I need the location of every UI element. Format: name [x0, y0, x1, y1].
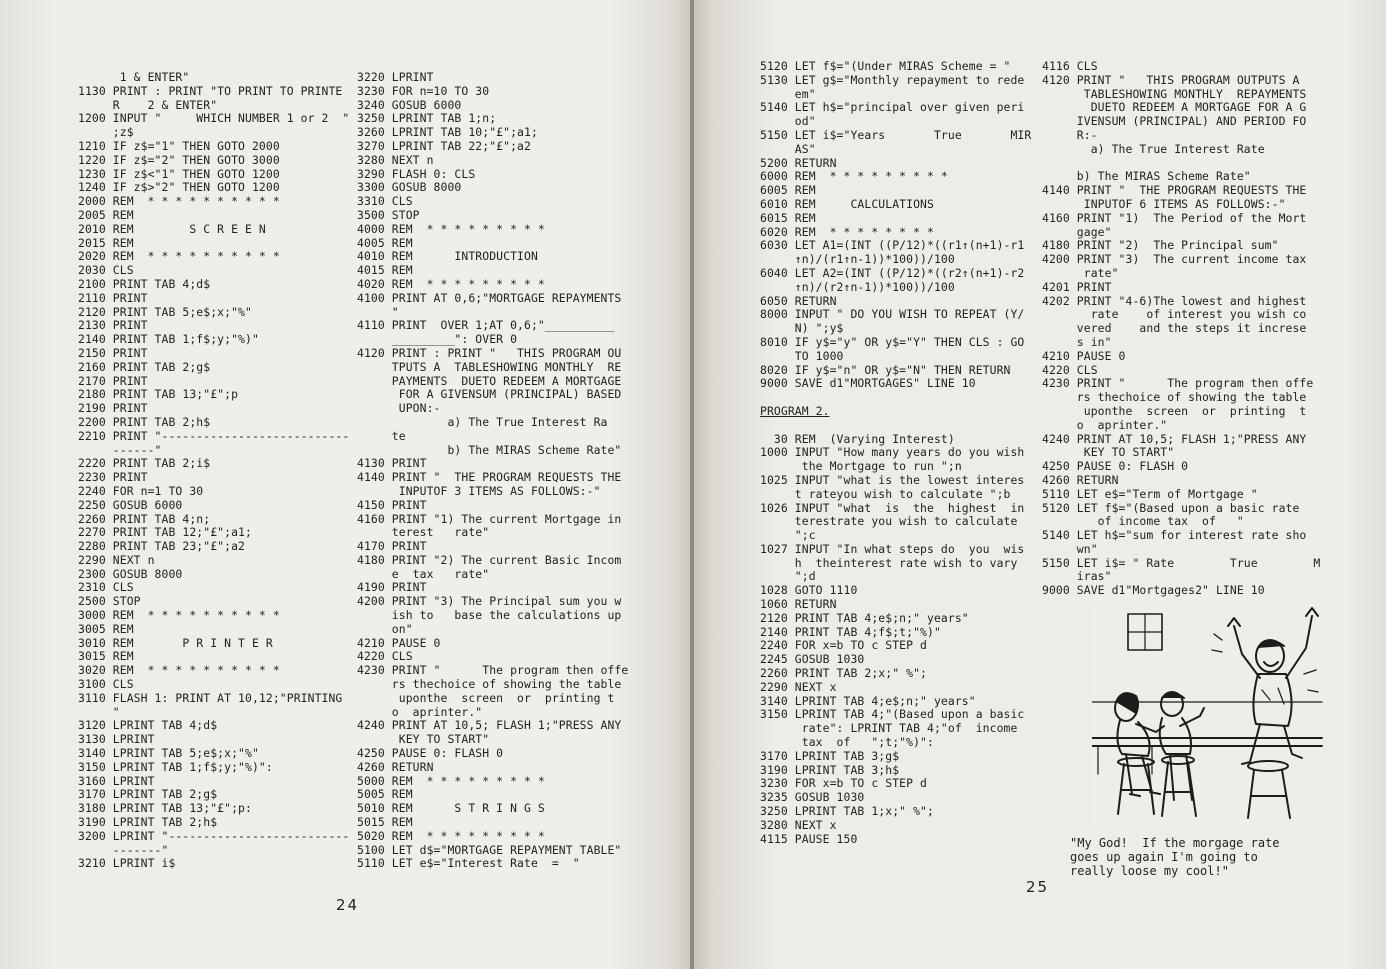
code-line: 4230 PRINT " The program then offe — [357, 663, 629, 678]
code-line: 3200 LPRINT "-------------------------- — [78, 828, 350, 843]
code-line: 3280 NEXT x — [760, 817, 837, 832]
code-line: tax of ";t;"%)": — [760, 735, 934, 750]
code-line — [760, 391, 1031, 405]
code-line: 4220 CLS — [357, 649, 413, 664]
code-line: 2280 PRINT TAB 23;"£";a2 — [78, 539, 245, 554]
code-line: o aprinter." — [1042, 417, 1168, 432]
code-line: 3310 CLS — [357, 194, 413, 209]
code-line: 3210 LPRINT i$ — [78, 856, 176, 871]
code-line: 4190 PRINT — [357, 580, 427, 595]
code-line: 4220 CLS — [1042, 362, 1098, 377]
code-line: 3140 LPRINT TAB 4;e$;n;" years" — [760, 693, 976, 708]
code-line: ;z$ — [78, 125, 134, 140]
code-line: 2190 PRINT — [78, 401, 148, 416]
code-line: 3250 LPRINT TAB 1;n; — [357, 111, 497, 126]
code-line: 3010 REM P R I N T E R — [78, 635, 273, 650]
code-line: 4202 PRINT "4-6)The lowest and highest — [1042, 293, 1307, 308]
code-line: 2260 PRINT TAB 2;x;" %"; — [760, 666, 927, 681]
code-line: 4120 PRINT " THIS PROGRAM OUTPUTS A — [1042, 72, 1300, 87]
code-line: terestrate you wish to calculate — [760, 514, 1018, 529]
code-line: 2240 FOR n=1 TO 30 — [78, 483, 204, 498]
code-line: 1130 PRINT : PRINT "TO PRINT TO PRINTE — [78, 83, 343, 98]
code-line: 5000 REM * * * * * * * * * — [357, 773, 545, 788]
code-line: DUETO REDEEM A MORTGAGE FOR A G — [1042, 100, 1307, 115]
code-line: t rateyou wish to calculate ";b — [760, 486, 1011, 501]
code-line: 6015 REM — [760, 210, 816, 225]
code-line: 2220 PRINT TAB 2;i$ — [78, 456, 211, 471]
code-line: 3150 LPRINT TAB 4;"(Based upon a basic — [760, 707, 1025, 722]
code-line: 1200 INPUT " WHICH NUMBER 1 or 2 " — [78, 111, 350, 126]
code-line: 5120 LET f$="(Under MIRAS Scheme = " — [760, 59, 1011, 73]
code-line: 2140 PRINT TAB 4;f$;t;"%)" — [760, 624, 941, 639]
code-line: N) ";y$ — [760, 321, 844, 336]
code-line: a) The True Interest Ra — [357, 414, 608, 429]
code-line: rate" — [1042, 265, 1119, 280]
code-line: gage" — [1042, 224, 1112, 239]
code-line: 4210 PAUSE 0 — [1042, 348, 1126, 363]
code-line: 3150 LPRINT TAB 1;f$;y;"%)": — [78, 759, 273, 774]
code-line: 4201 PRINT — [1042, 279, 1112, 294]
code-line: 3180 LPRINT TAB 13;"£";p: — [78, 801, 252, 816]
code-line: 6005 REM — [760, 183, 816, 198]
code-line: 4020 REM * * * * * * * * * — [357, 276, 545, 291]
code-line: 4240 PRINT AT 10,5; FLASH 1;"PRESS ANY — [357, 718, 622, 733]
code-line: 3170 LPRINT TAB 3;g$ — [760, 748, 900, 763]
code-line: 4116 CLS — [1042, 59, 1098, 73]
code-line: " — [357, 304, 399, 319]
code-line: 4140 PRINT " THE PROGRAM REQUESTS THE — [1042, 183, 1307, 198]
code-line: 3270 LPRINT TAB 22;"£";a2 — [357, 138, 531, 153]
code-line: _________": OVER 0 — [357, 332, 518, 347]
code-line: KEY TO START" — [1042, 445, 1175, 460]
code-line: 4130 PRINT — [357, 456, 427, 471]
code-line: 1027 INPUT "In what steps do you wis — [760, 541, 1025, 556]
code-line: 4100 PRINT AT 0,6;"MORTGAGE REPAYMENTS — [357, 290, 622, 305]
code-line: 2500 STOP — [78, 594, 141, 609]
code-line: 4170 PRINT — [357, 539, 427, 554]
code-line: 2100 PRINT TAB 4;d$ — [78, 276, 211, 291]
code-line: 2200 PRINT TAB 2;h$ — [78, 414, 211, 429]
code-line: 4115 PAUSE 150 — [760, 831, 858, 846]
code-line: KEY TO START" — [357, 732, 490, 747]
code-line: 4120 PRINT : PRINT " THIS PROGRAM OU — [357, 345, 622, 360]
code-line: 3015 REM — [78, 649, 134, 664]
code-line: 2010 REM S C R E E N — [78, 221, 266, 236]
code-line: s in" — [1042, 334, 1112, 349]
code-line: ↑n)/(r1↑n-1))*100))/100 — [760, 252, 955, 267]
code-line: 6000 REM * * * * * * * * * — [760, 169, 948, 184]
code-line: 3190 LPRINT TAB 2;h$ — [78, 815, 218, 830]
code-line: PAYMENTS DUETO REDEEM A MORTGAGE — [357, 373, 622, 388]
code-line: 2030 CLS — [78, 263, 134, 278]
code-line: -------" — [78, 842, 169, 857]
code-line: 4200 PRINT "3) The Principal sum you w — [357, 594, 622, 609]
code-line: 2310 CLS — [78, 580, 134, 595]
code-line: ";d — [760, 569, 816, 584]
code-line: 4230 PRINT " The program then offe — [1042, 376, 1314, 391]
code-line: 2160 PRINT TAB 2;g$ — [78, 359, 211, 374]
code-line: ------" — [78, 442, 162, 457]
code-line: 8010 IF y$="y" OR y$="Y" THEN CLS : GO — [760, 334, 1025, 349]
code-line: 3290 FLASH 0: CLS — [357, 166, 476, 181]
code-line: 5150 LET i$="Years True MIR — [760, 127, 1032, 142]
right-code-column-1 — [760, 60, 1031, 846]
code-line: 4260 RETURN — [1042, 472, 1119, 487]
page-number-left: 24 — [336, 896, 360, 914]
code-line: UPON:- — [357, 401, 441, 416]
code-line: R 2 & ENTER" — [78, 97, 218, 112]
code-line: of income tax of " — [1042, 514, 1244, 529]
code-line: rs thechoice of showing the table — [357, 677, 622, 692]
code-line: 4200 PRINT "3) The current income tax — [1042, 252, 1307, 267]
code-line: 2270 PRINT TAB 12;"£";a1; — [78, 525, 252, 540]
code-line: 1 & ENTER" — [78, 70, 190, 84]
code-line: 3000 REM * * * * * * * * * * — [78, 608, 280, 623]
code-line: 4110 PRINT OVER 1;AT 0,6;"__________ — [357, 318, 615, 333]
code-line: 4250 PAUSE 0: FLASH 0 — [357, 746, 504, 761]
code-line: 3220 LPRINT — [357, 70, 434, 84]
code-line: h theinterest rate wish to vary — [760, 555, 1018, 570]
code-line: 5140 LET h$="sum for interest rate sho — [1042, 528, 1307, 543]
right-page — [694, 0, 1386, 969]
code-line: R:- — [1042, 127, 1098, 142]
left-code-column-1 — [78, 71, 349, 871]
code-line: 3235 GOSUB 1030 — [760, 790, 865, 805]
code-line: INPUTOF 6 ITEMS AS FOLLOWS:-" — [1042, 196, 1286, 211]
code-line: 2230 PRINT — [78, 470, 148, 485]
code-line: 4260 RETURN — [357, 759, 434, 774]
code-line: 2120 PRINT TAB 4;e$;n;" years" — [760, 610, 969, 625]
code-line: 3020 REM * * * * * * * * * * — [78, 663, 280, 678]
code-line: em" — [760, 86, 816, 101]
cartoon-caption: "My God! If the morgage rate goes up again I'm going to really loose my cool!" — [1070, 836, 1280, 878]
code-line: 4160 PRINT "1) The Period of the Mort — [1042, 210, 1307, 225]
code-line: 2245 GOSUB 1030 — [760, 652, 865, 667]
code-line: 3250 LPRINT TAB 1;x;" %"; — [760, 804, 934, 819]
code-line: 5110 LET e$="Interest Rate = " — [357, 856, 580, 871]
code-line: 3005 REM — [78, 621, 134, 636]
cartoon-illustration — [1092, 604, 1324, 832]
code-line: rate of interest you wish co — [1042, 307, 1307, 322]
code-line: 4240 PRINT AT 10,5; FLASH 1;"PRESS ANY — [1042, 431, 1307, 446]
code-line: 1025 INPUT "what is the lowest interes — [760, 472, 1025, 487]
code-line: 3160 LPRINT — [78, 773, 155, 788]
code-line: 3120 LPRINT TAB 4;d$ — [78, 718, 218, 733]
code-line: 2005 REM — [78, 207, 134, 222]
code-line: 4250 PAUSE 0: FLASH 0 — [1042, 459, 1189, 474]
code-line — [760, 419, 1031, 433]
code-line: 6030 LET A1=(INT ((P/12)*((r1↑(n+1)-r1 — [760, 238, 1025, 253]
code-line: 3190 LPRINT TAB 3;h$ — [760, 762, 900, 777]
code-line: 5005 REM — [357, 787, 413, 802]
code-line: INPUTOF 3 ITEMS AS FOLLOWS:-" — [357, 483, 601, 498]
code-line: 1026 INPUT "what is the highest in — [760, 500, 1025, 515]
code-line: the Mortgage to run ";n — [760, 459, 962, 474]
code-line: terest rate" — [357, 525, 490, 540]
code-line: 2240 FOR x=b TO c STEP d — [760, 638, 927, 653]
code-line: 1028 GOTO 1110 — [760, 583, 858, 598]
code-line: vered and the steps it increse — [1042, 321, 1307, 336]
code-line: o aprinter." — [357, 704, 483, 719]
code-line: 3100 CLS — [78, 677, 134, 692]
code-line: 6040 LET A2=(INT ((P/12)*((r2↑(n+1)-r2 — [760, 265, 1025, 280]
code-line: 2020 REM * * * * * * * * * * — [78, 249, 280, 264]
code-line: TPUTS A TABLESHOWING MONTHLY RE — [357, 359, 622, 374]
code-line: 6050 RETURN — [760, 293, 837, 308]
code-line: 5010 REM S T R I N G S — [357, 801, 545, 816]
code-line: 2110 PRINT — [78, 290, 148, 305]
code-line: 2170 PRINT — [78, 373, 148, 388]
code-line: uponthe screen or printing t — [357, 690, 615, 705]
code-line: 2120 PRINT TAB 5;e$;x;"%" — [78, 304, 252, 319]
code-line: 8000 INPUT " DO YOU WISH TO REPEAT (Y/ — [760, 307, 1025, 322]
code-line: 2000 REM * * * * * * * * * * — [78, 194, 280, 209]
code-line: 2290 NEXT n — [78, 552, 155, 567]
code-line: 5150 LET i$= " Rate True M — [1042, 555, 1321, 570]
code-line: 6010 REM CALCULATIONS — [760, 196, 934, 211]
code-line: e tax rate" — [357, 566, 490, 581]
code-line: 2250 GOSUB 6000 — [78, 497, 183, 512]
code-line: 1000 INPUT "How many years do you wish — [760, 445, 1025, 460]
code-line: 3140 LPRINT TAB 5;e$;x;"%" — [78, 746, 259, 761]
left-page — [0, 0, 692, 969]
code-line: FOR A GIVENSUM (PRINCIPAL) BASED — [357, 387, 622, 402]
code-line: 3240 GOSUB 6000 — [357, 97, 462, 112]
code-line: 3280 NEXT n — [357, 152, 434, 167]
code-line: 30 REM (Varying Interest) — [760, 431, 955, 446]
code-line: rate": LPRINT TAB 4;"of income — [760, 721, 1018, 736]
code-line: 2300 GOSUB 8000 — [78, 566, 183, 581]
code-line: 4010 REM INTRODUCTION — [357, 249, 538, 264]
code-line: uponthe screen or printing t — [1042, 403, 1307, 418]
code-line: 3230 FOR n=10 TO 30 — [357, 83, 490, 98]
code-line: 1210 IF z$="1" THEN GOTO 2000 — [78, 138, 280, 153]
code-line: 4140 PRINT " THE PROGRAM REQUESTS THE — [357, 470, 622, 485]
code-line: 5100 LET d$="MORTGAGE REPAYMENT TABLE" — [357, 842, 622, 857]
code-line: 4150 PRINT — [357, 497, 427, 512]
code-line: AS" — [760, 141, 816, 156]
code-line: b) The MIRAS Scheme Rate" — [357, 442, 622, 457]
code-line: ish to base the calculations up — [357, 608, 622, 623]
code-line: 9000 SAVE d1"Mortgages2" LINE 10 — [1042, 583, 1265, 598]
code-line: b) The MIRAS Scheme Rate" — [1042, 169, 1251, 184]
code-line: 3300 GOSUB 8000 — [357, 180, 462, 195]
code-line: 9000 SAVE d1"MORTGAGES" LINE 10 — [760, 376, 976, 391]
code-line: IVENSUM (PRINCIPAL) AND PERIOD FO — [1042, 114, 1307, 129]
code-line: 5130 LET g$="Monthly repayment to rede — [760, 72, 1025, 87]
code-line: a) The True Interest Rate — [1042, 141, 1265, 156]
code-line: 5200 RETURN — [760, 155, 837, 170]
code-line: 6020 REM * * * * * * * * — [760, 224, 934, 239]
code-line: 3500 STOP — [357, 207, 420, 222]
code-line: 5140 LET h$="principal over given peri — [760, 100, 1025, 115]
code-line: 4015 REM — [357, 263, 413, 278]
code-line: 1230 IF z$<"1" THEN GOTO 1200 — [78, 166, 280, 181]
code-line: te — [357, 428, 406, 443]
code-line: 4210 PAUSE 0 — [357, 635, 441, 650]
code-line: 3110 FLASH 1: PRINT AT 10,12;"PRINTING — [78, 690, 343, 705]
code-line: 2130 PRINT — [78, 318, 148, 333]
code-line: 4000 REM * * * * * * * * * — [357, 221, 545, 236]
code-line: 2210 PRINT "--------------------------- — [78, 428, 350, 443]
code-line: 2140 PRINT TAB 1;f$;y;"%)" — [78, 332, 259, 347]
code-line: 2015 REM — [78, 235, 134, 250]
code-line: TABLESHOWING MONTHLY REPAYMENTS — [1042, 86, 1307, 101]
program-heading: PROGRAM 2. — [760, 403, 830, 418]
code-line: on" — [357, 621, 413, 636]
code-line: ↑n)/(r2↑n-1))*100))/100 — [760, 279, 955, 294]
code-line: wn" — [1042, 541, 1098, 556]
code-line: 4005 REM — [357, 235, 413, 250]
code-line: 2180 PRINT TAB 13;"£";p — [78, 387, 239, 402]
code-line: 2260 PRINT TAB 4;n; — [78, 511, 211, 526]
code-line: 5110 LET e$="Term of Mortgage " — [1042, 486, 1258, 501]
code-line: od" — [760, 114, 816, 129]
code-line: 5020 REM * * * * * * * * * — [357, 828, 545, 843]
code-line: 5120 LET f$="(Based upon a basic rate — [1042, 500, 1300, 515]
code-line: 2150 PRINT — [78, 345, 148, 360]
code-line: 1060 RETURN — [760, 597, 837, 612]
code-line: 4180 PRINT "2) The current Basic Incom — [357, 552, 622, 567]
code-line: 3130 LPRINT — [78, 732, 155, 747]
right-code-column-2 — [1042, 60, 1320, 598]
code-line — [1042, 157, 1320, 171]
left-code-column-2 — [357, 71, 628, 871]
code-line: 4160 PRINT "1) The current Mortgage in — [357, 511, 622, 526]
code-line: iras" — [1042, 569, 1112, 584]
code-line: 4180 PRINT "2) The Principal sum" — [1042, 238, 1279, 253]
code-line: 8020 IF y$="n" OR y$="N" THEN RETURN — [760, 362, 1011, 377]
code-line: 5015 REM — [357, 815, 413, 830]
code-line: 3260 LPRINT TAB 10;"£";a1; — [357, 125, 538, 140]
page-number-right: 25 — [1026, 878, 1050, 896]
code-line: rs thechoice of showing the table — [1042, 390, 1307, 405]
code-line: " — [78, 704, 120, 719]
code-line: 2290 NEXT x — [760, 679, 837, 694]
code-line: 1220 IF z$="2" THEN GOTO 3000 — [78, 152, 280, 167]
code-line: ";c — [760, 528, 816, 543]
code-line: 1240 IF z$>"2" THEN GOTO 1200 — [78, 180, 280, 195]
code-line: 3170 LPRINT TAB 2;g$ — [78, 787, 218, 802]
code-line: TO 1000 — [760, 348, 844, 363]
code-line: 3230 FOR x=b TO c STEP d — [760, 776, 927, 791]
